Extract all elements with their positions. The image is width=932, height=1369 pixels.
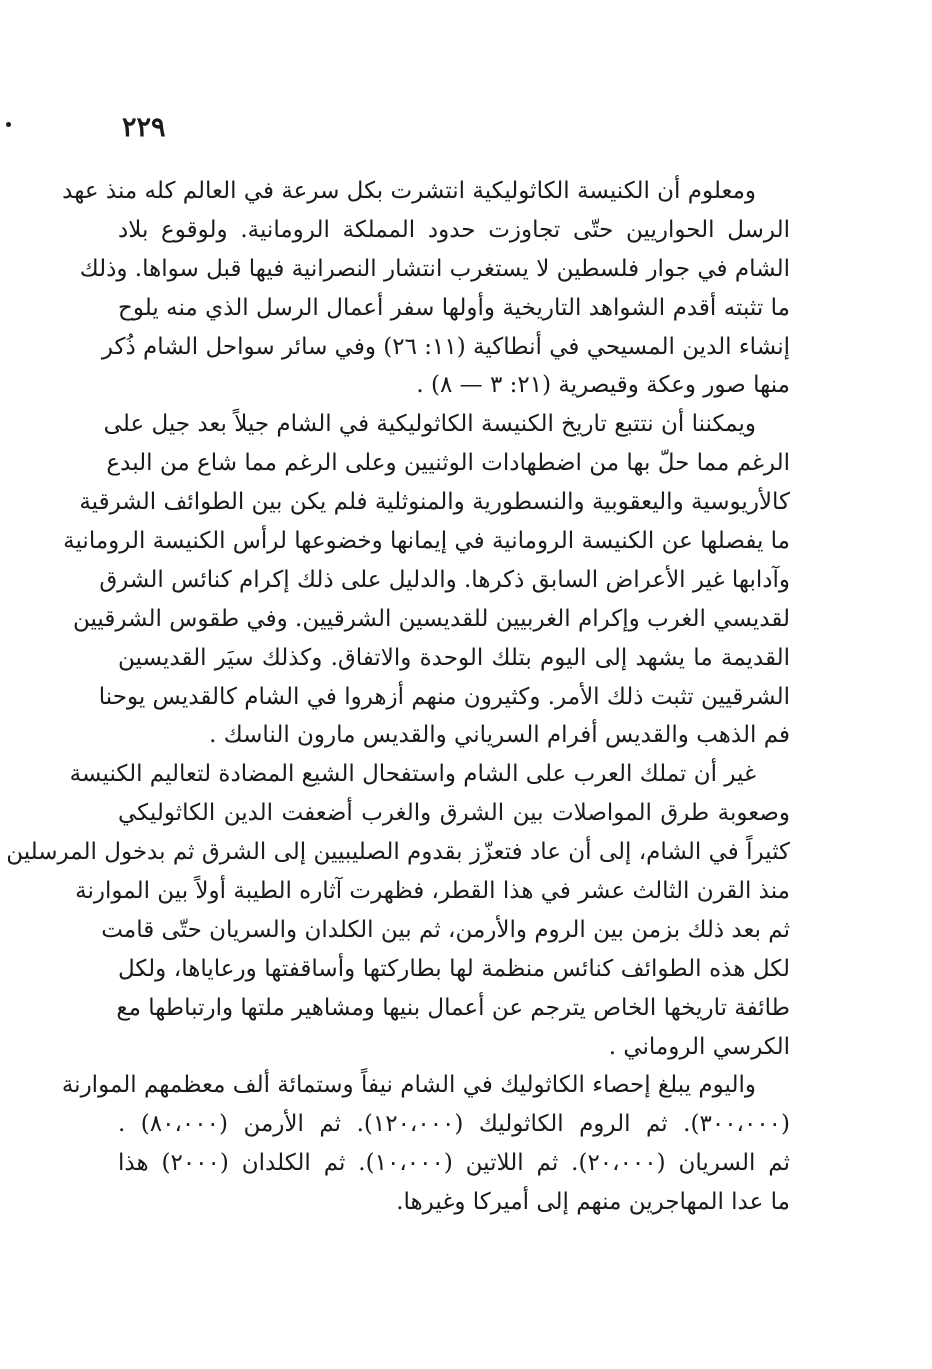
- text-line: وآدابها غير الأعراض السابق ذكرها. والدليل على ذلك إكرام كنائس الشرق: [99, 566, 790, 593]
- text-line: ما عدا المهاجرين منهم إلى أميركا وغيرها.: [396, 1189, 790, 1216]
- text-line: غير أن تملك العرب على الشام واستفحال الشيع المضادة لتعاليم الكنيسة: [69, 761, 756, 788]
- text-line: وصعوبة طرق المواصلات بين الشرق والغرب أضعفت الدين الكاثوليكي: [118, 800, 790, 827]
- text-line: الشرقيين تثبت ذلك الأمر. وكثيرون منهم أزهروا في الشام كالقديس يوحنا: [98, 683, 790, 710]
- text-line: واليوم يبلغ إحصاء الكاثوليك في الشام نيفاً وستمائة ألف معظمهم الموارنة: [61, 1072, 756, 1099]
- text-line: الكرسي الروماني .: [608, 1033, 790, 1060]
- text-line: ثم السريان (٢٠،٠٠٠). ثم اللاتين (١٠،٠٠٠). ثم الكلدان (٢٠٠٠) هذا: [118, 1150, 791, 1177]
- text-line: الرغم مما حلّ بها من اضطهادات الوثنيين وعلى الرغم مما شاع من البدع: [106, 450, 790, 477]
- text-line: (٣٠٠،٠٠٠). ثم الروم الكاثوليك (١٢٠،٠٠٠). ثم الأرمن (٨٠،٠٠٠) .: [118, 1111, 791, 1138]
- text-line: طائفة تاريخها الخاص يترجم عن أعمال بنيها ومشاهير ملتها وارتباطها مع: [116, 994, 790, 1021]
- margin-dot: [6, 122, 11, 127]
- paragraph-2: [63, 405, 790, 755]
- paragraph-3: [6, 755, 790, 1066]
- text-line: الرسل الحواريين حتّى تجاوزت حدود المملكة الرومانية. ولوقوع بلاد: [118, 216, 790, 243]
- text-line: ما تثبته أقدم الشواهد التاريخية وأولها سفر أعمال الرسل الذي منه يلوح: [118, 294, 790, 321]
- text-line: كثيراً في الشام، إلى أن عاد فتعزّز بقدوم الصليبيين إلى الشرق ثم بدخول المرسلين: [6, 839, 790, 866]
- text-line: ويمكننا أن نتتبع تاريخ الكنيسة الكاثوليكية في الشام جيلاً بعد جيل على: [103, 411, 756, 438]
- text-line: كالأريوسية واليعقوبية والنسطورية والمنوثلية فلم يكن بين الطوائف الشرقية: [79, 489, 790, 516]
- text-line: ثم بعد ذلك بزمن بين الروم والأرمن، ثم بين الكلدان والسريان حتّى قامت: [101, 916, 790, 943]
- text-line: فم الذهب والقديس أفرام السرياني والقديس مارون الناسك .: [209, 722, 790, 749]
- text-line: الشام في جوار فلسطين لا يستغرب انتشار النصرانية فيها قبل سواها. وذلك: [79, 255, 790, 282]
- text-line: منذ القرن الثالث عشر في هذا القطر، فظهرت آثاره الطيبة أولاً بين الموارنة: [75, 878, 790, 905]
- text-line: لقديسي الغرب وإكرام الغربيين للقديسين الشرقيين. وفي طقوس الشرقيين: [72, 605, 790, 632]
- paragraph-1: [62, 172, 790, 405]
- text-line: ومعلوم أن الكنيسة الكاثوليكية انتشرت بكل سرعة في العالم كله منذ عهد: [62, 178, 756, 204]
- paragraph-4: [61, 1066, 791, 1222]
- text-line: منها صور وعكة وقيصرية (٢١: ٣ — ٨) .: [416, 372, 790, 399]
- text-line: إنشاء الدين المسيحي في أنطاكية (١١: ٢٦) وفي سائر سواحل الشام ذُكر: [101, 333, 790, 360]
- body-text: [6, 172, 791, 1222]
- text-line: القديمة ما يشهد إلى اليوم بتلك الوحدة والاتفاق. وكذلك سيَر القديسين: [118, 644, 790, 671]
- text-line: ما يفصلها عن الكنيسة الرومانية في إيمانها وخضوعها لرأس الكنيسة الرومانية: [63, 528, 790, 555]
- text-line: لكل هذه الطوائف كنائس منظمة لها بطاركتها وأساقفتها ورعاياها، ولكل: [118, 955, 790, 982]
- page-number: ٢٢٩: [122, 112, 166, 143]
